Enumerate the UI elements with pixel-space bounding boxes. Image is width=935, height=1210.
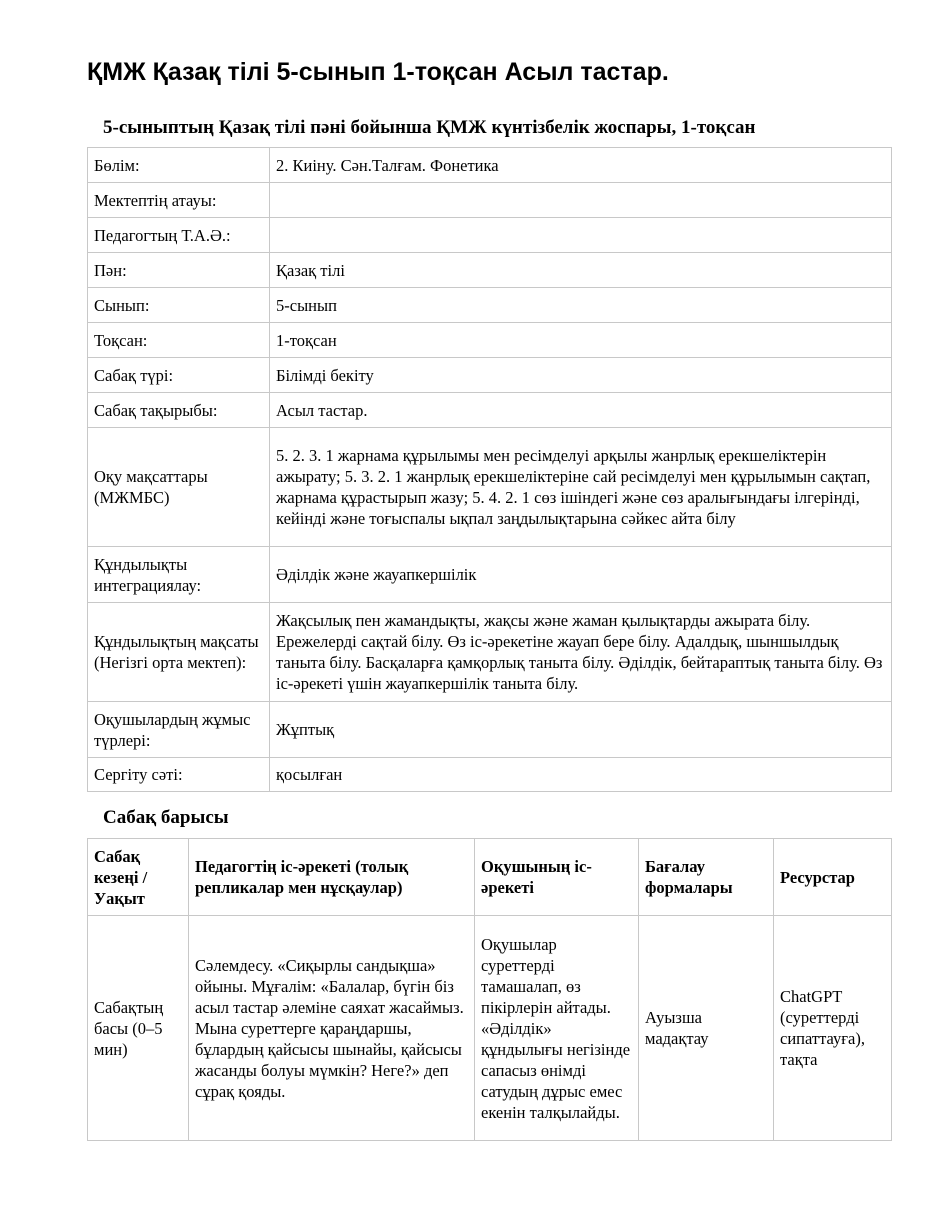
row-value: 5-сынып bbox=[270, 288, 892, 323]
column-header-teacher-activity: Педагогтің іс-әрекеті (толық репликалар мен нұсқаулар) bbox=[189, 839, 475, 916]
table-row bbox=[88, 393, 892, 428]
student-activity-cell: Оқушылар суреттерді тамашалап, өз пікірлерін айтады. «Әділдік» құндылығы негізінде сапасыз өнімді сатудың дұрыс емес екенін талқылайды. bbox=[475, 916, 639, 1141]
row-key: Тоқсан: bbox=[88, 323, 270, 358]
page-title: ҚМЖ Қазақ тілі 5-сынып 1-тоқсан Асыл тастар. bbox=[87, 58, 669, 86]
assessment-cell: Ауызша мадақтау bbox=[639, 916, 774, 1141]
table-row bbox=[88, 253, 892, 288]
table-row bbox=[88, 358, 892, 393]
table-row bbox=[88, 603, 892, 702]
row-value bbox=[270, 218, 892, 253]
row-value: қосылған bbox=[270, 758, 892, 792]
table-row bbox=[88, 218, 892, 253]
table-header-row bbox=[88, 839, 892, 916]
table-row bbox=[88, 148, 892, 183]
row-key: Сергіту сәті: bbox=[88, 758, 270, 792]
lesson-table bbox=[87, 838, 892, 1141]
row-key: Пән: bbox=[88, 253, 270, 288]
row-key: Сынып: bbox=[88, 288, 270, 323]
row-value: Әділдік және жауапкершілік bbox=[270, 547, 892, 603]
row-value bbox=[270, 183, 892, 218]
column-header-resources: Ресурстар bbox=[774, 839, 892, 916]
table-row bbox=[88, 758, 892, 792]
row-value: 5. 2. 3. 1 жарнама құрылымы мен ресімделуі арқылы жанрлық ерекшеліктерін ажырату; 5. 3. 2. 1 жанрлық ерекшеліктеріне сай ресімделуі мен құрылымын сақтап, жарнама құрастырып жазу; 5. 4. 2. 1 сөз ішіндегі және сөз аралығындағы ілгерінді, кейінді және тоғыспалы ықпал заңдылықтарына сәйкес айта білу bbox=[270, 428, 892, 547]
table-row bbox=[88, 702, 892, 758]
row-value: 1-тоқсан bbox=[270, 323, 892, 358]
row-key: Оқу мақсаттары (МЖМБС) bbox=[88, 428, 270, 547]
column-header-assessment: Бағалау формалары bbox=[639, 839, 774, 916]
table-row bbox=[88, 916, 892, 1141]
table-row bbox=[88, 183, 892, 218]
table-row bbox=[88, 323, 892, 358]
plan-heading: 5-сыныптың Қазақ тілі пәні бойынша ҚМЖ күнтізбелік жоспары, 1-тоқсан bbox=[103, 117, 756, 138]
row-key: Құндылықтың мақсаты (Негізгі орта мектеп): bbox=[88, 603, 270, 702]
row-key: Мектептің атауы: bbox=[88, 183, 270, 218]
row-value: Жақсылық пен жамандықты, жақсы және жаман қылықтарды ажырата білу. Ережелерді сақтай білу. Өз іс-әрекетіне жауап бере білу. Адалдық, шыншылдық таныта білу. Басқаларға қамқорлық таныта білу. Әділдік, бейтараптық таныта білу. Өз іс-әрекеті үшін жауапкершілік танытa білу. bbox=[270, 603, 892, 702]
column-header-stage: Сабақ кезеңі / Уақыт bbox=[88, 839, 189, 916]
row-key: Сабақ түрі: bbox=[88, 358, 270, 393]
lesson-heading: Сабақ барысы bbox=[103, 807, 229, 828]
row-value: 2. Киіну. Сән.Талғам. Фонетика bbox=[270, 148, 892, 183]
table-row bbox=[88, 288, 892, 323]
resources-cell: ChatGPT (суреттерді сипаттауға), тақта bbox=[774, 916, 892, 1141]
row-value: Жұптық bbox=[270, 702, 892, 758]
row-value: Білімді бекіту bbox=[270, 358, 892, 393]
row-key: Сабақ тақырыбы: bbox=[88, 393, 270, 428]
column-header-student-activity: Оқушының іс-әрекеті bbox=[475, 839, 639, 916]
row-value: Қазақ тілі bbox=[270, 253, 892, 288]
table-row bbox=[88, 428, 892, 547]
stage-cell: Сабақтың басы (0–5 мин) bbox=[88, 916, 189, 1141]
teacher-activity-cell: Сәлемдесу. «Сиқырлы сандықша» ойыны. Мұғалім: «Балалар, бүгін біз асыл тастар әлеміне саяхат жасаймыз. Мына суреттерге қараңдаршы, бұлардың қайсысы шынайы, қайсысы жасанды болуы мүмкін? Неге?» деп сұрақ қояды. bbox=[189, 916, 475, 1141]
row-key: Педагогтың Т.А.Ә.: bbox=[88, 218, 270, 253]
plan-table bbox=[87, 147, 892, 792]
row-key: Оқушылардың жұмыс түрлері: bbox=[88, 702, 270, 758]
row-key: Құндылықты интеграциялау: bbox=[88, 547, 270, 603]
table-row bbox=[88, 547, 892, 603]
row-key: Бөлім: bbox=[88, 148, 270, 183]
row-value: Асыл тастар. bbox=[270, 393, 892, 428]
